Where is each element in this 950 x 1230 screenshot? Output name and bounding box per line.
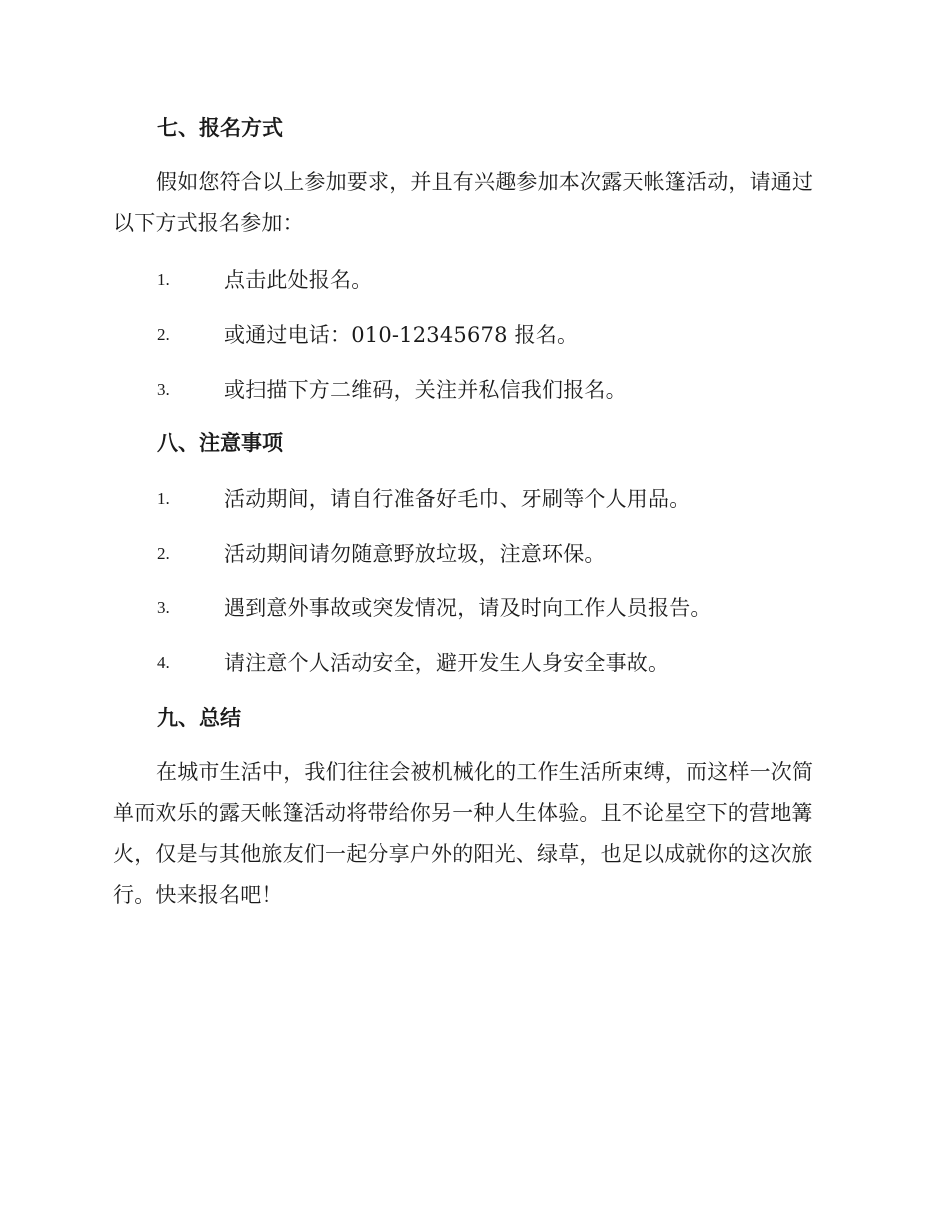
list-item-text: 活动期间，请自行准备好毛巾、牙刷等个人用品。 xyxy=(224,487,691,511)
list-item-number: 4. xyxy=(157,653,170,672)
list-item-number: 1. xyxy=(157,489,170,508)
section-heading-registration: 七、报名方式 xyxy=(157,115,283,140)
list-item-number: 1. xyxy=(157,270,170,289)
list-item-text: 活动期间请勿随意野放垃圾，注意环保。 xyxy=(224,542,606,566)
summary-paragraph: 在城市生活中，我们往往会被机械化的工作生活所束缚，而这样一次简单而欢乐的露天帐篷活动将带给你另一种人生体验。且不论星空下的营地篝火，仅是与其他旅友们一起分享户外的阳光、绿草，也足以成就你的这次旅行。快来报名吧！ xyxy=(113,760,814,907)
list-item-text: 点击此处报名。 xyxy=(224,268,373,292)
list-item-text: 遇到意外事故或突发情况，请及时向工作人员报告。 xyxy=(224,596,712,620)
section-heading-notes: 八、注意事项 xyxy=(157,430,283,455)
list-item-text: 或通过电话：010-12345678 报名。 xyxy=(224,323,579,347)
list-item-text: 或扫描下方二维码，关注并私信我们报名。 xyxy=(224,378,627,402)
list-item-text: 请注意个人活动安全，避开发生人身安全事故。 xyxy=(224,651,670,675)
section-heading-summary: 九、总结 xyxy=(157,705,241,730)
registration-intro-paragraph: 假如您符合以上参加要求，并且有兴趣参加本次露天帐篷活动，请通过以下方式报名参加： xyxy=(113,170,814,235)
list-item-number: 3. xyxy=(157,598,170,617)
list-item-number: 3. xyxy=(157,380,170,399)
list-item-number: 2. xyxy=(157,325,170,344)
list-item-number: 2. xyxy=(157,544,170,563)
